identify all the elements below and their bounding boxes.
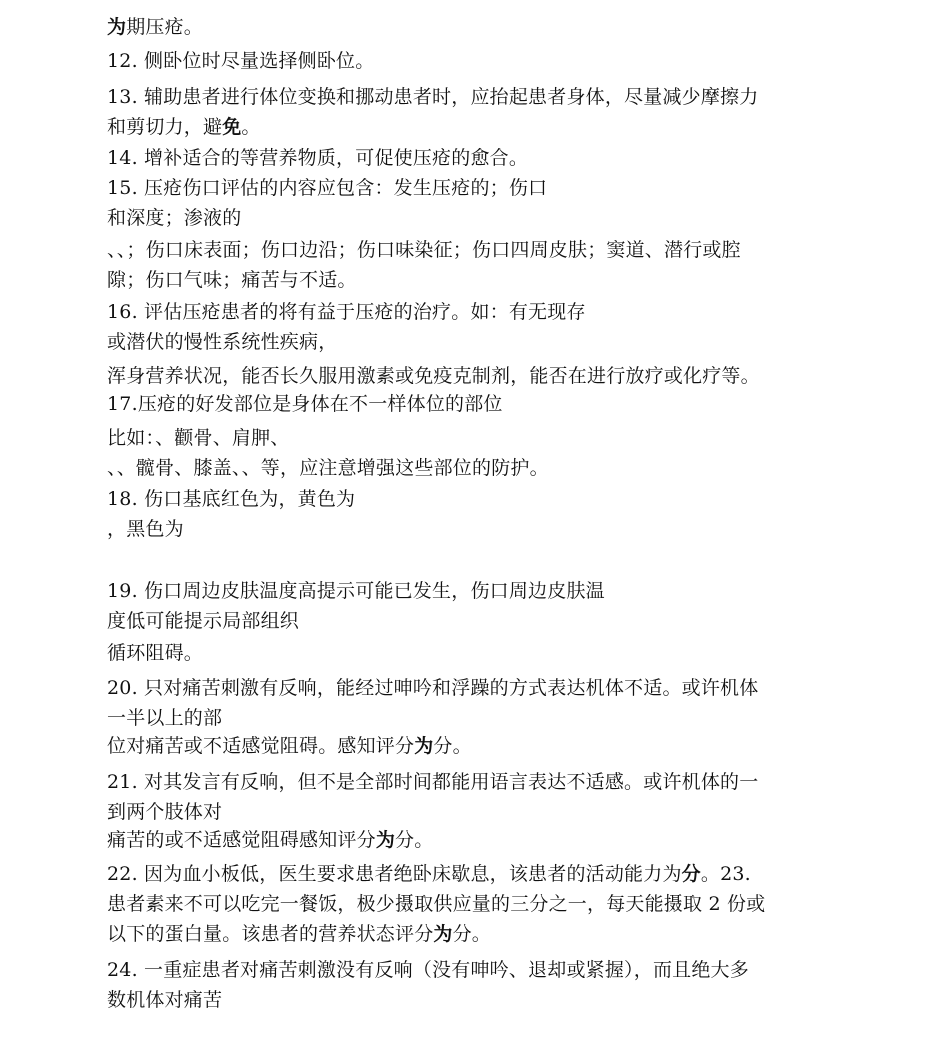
text-line xyxy=(107,921,491,947)
text-segment: 分。 xyxy=(433,735,472,757)
text-segment: 位对痛苦或不适感觉阻碍。感知评分 xyxy=(107,735,415,757)
text-line: 到两个肢体对 xyxy=(107,801,223,823)
bold-char: 为 xyxy=(433,923,453,945)
bold-char: 为 xyxy=(107,16,127,38)
text-line: ，黑色为 xyxy=(107,518,184,540)
text-segment: 。 xyxy=(241,116,261,138)
text-segment: 。23. xyxy=(700,863,751,885)
text-line: 20. 只对痛苦刺激有反响，能经过呻吟和浮躁的方式表达机体不适。或许机体 xyxy=(107,677,759,699)
text-line: 19. 伤口周边皮肤温度高提示可能已发生，伤口周边皮肤温 xyxy=(107,580,605,602)
text-line xyxy=(107,733,472,759)
text-segment: 以下的蛋白量。该患者的营养状态评分 xyxy=(107,923,434,945)
text-segment: 分。 xyxy=(395,829,434,851)
text-line: 患者素来不可以吃完一餐饭，极少摄取供应量的三分之一，每天能摄取 2 份或 xyxy=(107,893,766,915)
text-line: 15. 压疮伤口评估的内容应包含：发生压疮的；伤口 xyxy=(107,177,548,199)
text-line: 一半以上的部 xyxy=(107,707,223,729)
text-segment: 期压疮。 xyxy=(126,16,204,38)
text-line: 14. 增补适合的等营养物质，可促使压疮的愈合。 xyxy=(107,147,529,169)
text-line: 18. 伤口基底红色为，黄色为 xyxy=(107,488,356,510)
bold-char: 为 xyxy=(414,735,434,757)
text-line: 和深度；渗液的 xyxy=(107,207,242,229)
bold-char: 为 xyxy=(375,829,396,851)
text-line: 13. 辅助患者进行体位变换和挪动患者时，应抬起患者身体，尽量减少摩擦力 xyxy=(107,86,759,108)
text-segment: 痛苦的或不适感觉阻碍感知评分 xyxy=(107,829,376,851)
text-line: 数机体对痛苦 xyxy=(107,989,223,1011)
text-line: 比如：、颧骨、肩胛、 xyxy=(107,427,290,449)
text-line: 17.压疮的好发部位是身体在不一样体位的部位 xyxy=(107,393,503,415)
bold-char: 免 xyxy=(222,116,242,138)
text-segment: 22. 因为血小板低，医生要求患者绝卧床歇息，该患者的活动能力为 xyxy=(107,863,682,885)
text-line xyxy=(107,827,433,853)
text-line: 度低可能提示局部组织 xyxy=(107,610,300,632)
text-segment: 分。 xyxy=(452,923,492,945)
text-line xyxy=(107,861,751,887)
text-line: 12. 侧卧位时尽量选择侧卧位。 xyxy=(107,50,375,72)
text-line: 、、髋骨、膝盖、、等，应注意增强这些部位的防护。 xyxy=(107,457,549,479)
text-segment: 和剪切力，避 xyxy=(107,116,223,138)
text-line: 16. 评估压疮患者的将有益于压疮的治疗。如：有无现存 xyxy=(107,301,586,323)
text-line: 或潜伏的慢性系统性疾病， xyxy=(107,331,338,353)
text-line: 浑身营养状况，能否长久服用激素或免疫克制剂，能否在进行放疗或化疗等。 xyxy=(107,365,760,387)
text-line xyxy=(107,114,261,140)
bold-char: 分 xyxy=(681,863,701,885)
text-line xyxy=(107,14,203,40)
text-line: 隙；伤口气味；痛苦与不适。 xyxy=(107,269,357,291)
text-line: 循环阻碍。 xyxy=(107,642,204,664)
text-line: 21. 对其发言有反响，但不是全部时间都能用语言表达不适感。或许机体的一 xyxy=(107,771,759,793)
text-line: 24. 一重症患者对痛苦刺激没有反响（没有呻吟、退却或紧握），而且绝大多 xyxy=(107,959,749,981)
text-line: 、、；伤口床表面；伤口边沿；伤口味染征；伤口四周皮肤；窦道、潜行或腔 xyxy=(107,239,741,261)
